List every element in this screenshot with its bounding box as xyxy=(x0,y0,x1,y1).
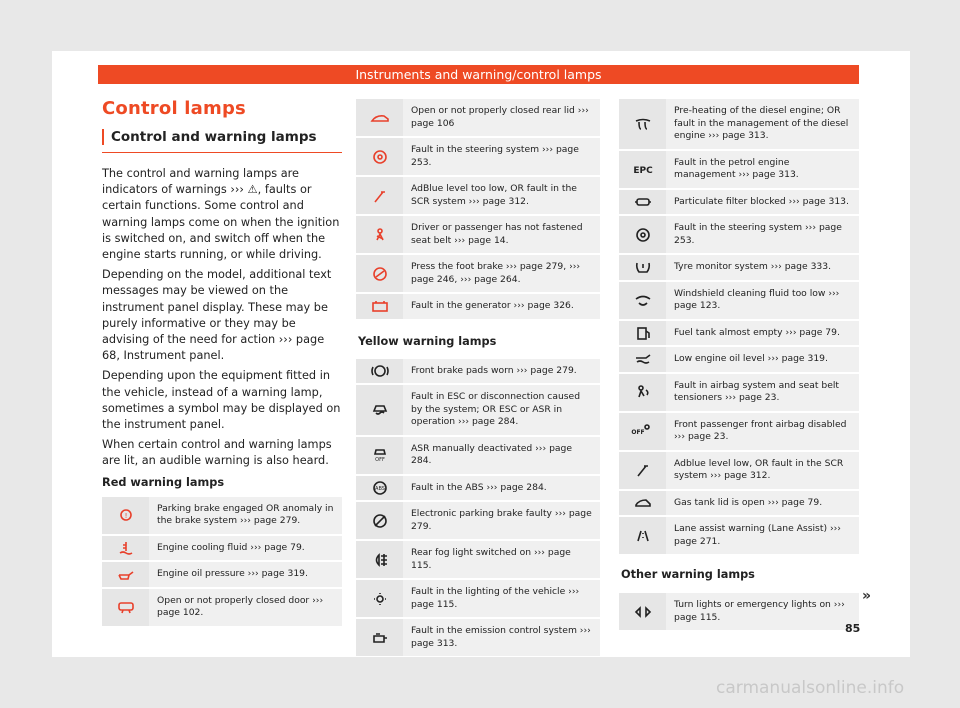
door-open-icon xyxy=(102,589,149,626)
airbag-off-icon xyxy=(619,413,666,450)
lamp-description: Driver or passenger has not fastened seat belt ››› page 14. xyxy=(411,222,583,246)
oil-level-icon xyxy=(619,347,666,372)
lamp-description: Press the foot brake ››› page 279, ››› page 246, ››› page 264. xyxy=(411,261,581,285)
lamp-description: Open or not properly closed rear lid ››› page 106 xyxy=(411,105,589,129)
lamp-description: Fault in the ABS ››› page 284. xyxy=(411,481,547,493)
lamp-description: Fault in the emission control system ››› page 313. xyxy=(411,625,591,649)
lamp-description: Electronic parking brake faulty ››› page 279. xyxy=(411,508,592,532)
lamp-description: Front passenger front airbag disabled ››› page 23. xyxy=(674,418,847,442)
lamp-description: Lane assist warning (Lane Assist) ››› page 271. xyxy=(674,523,841,547)
lamp-row xyxy=(619,593,859,630)
column-2 xyxy=(356,99,600,658)
lamp-row xyxy=(102,497,342,534)
lamp-description: Adblue level low, OR fault in the SCR system ››› page 312. xyxy=(674,457,844,481)
lamp-description: Engine oil pressure ››› page 319. xyxy=(157,568,308,580)
lamp-row xyxy=(619,452,859,489)
lane-assist-icon xyxy=(619,517,666,554)
other-lamps-heading: Other warning lamps xyxy=(621,568,755,581)
intro-paragraph-4: When certain control and warning lamps are lit, an audible warning is also heard. xyxy=(102,438,332,468)
lamp-row xyxy=(619,151,859,188)
lamp-description: Fault in the petrol engine management ››› page 313. xyxy=(674,156,799,180)
red-lamps-list-1 xyxy=(102,497,342,626)
foot-brake-icon xyxy=(356,255,403,292)
red-lamps-heading: Red warning lamps xyxy=(102,475,225,489)
yellow-lamps-list-1 xyxy=(356,359,600,657)
lamp-description: Low engine oil level ››› page 319. xyxy=(674,353,828,364)
lamp-description: Turn lights or emergency lights on ››› page 115. xyxy=(674,599,845,623)
lamp-row xyxy=(356,359,600,384)
lamp-description: Fuel tank almost empty ››› page 79. xyxy=(674,326,840,338)
watermark: carmanualsonline.info xyxy=(716,678,905,698)
lamp-description: Rear fog light switched on ››› page 115. xyxy=(411,547,571,571)
lamp-description: AdBlue level too low, OR fault in the SCR system ››› page 312. xyxy=(411,183,577,207)
lamp-row xyxy=(356,437,600,474)
lamp-description: Open or not properly closed door ››› page 102. xyxy=(157,594,324,619)
lamp-description: Windshield cleaning fluid too low ››› page 123. xyxy=(674,287,840,311)
lamp-row xyxy=(619,190,859,215)
adblue-icon xyxy=(356,177,403,214)
svg-text:OFF: OFF xyxy=(630,429,645,436)
section-header: Instruments and warning/control lamps xyxy=(98,65,859,84)
svg-text:ABS: ABS xyxy=(374,485,385,492)
abs-icon xyxy=(356,476,403,501)
lighting-fault-icon xyxy=(356,580,403,617)
lamp-row xyxy=(356,619,600,656)
lamp-description: Fault in airbag system and seat belt tensioners ››› page 23. xyxy=(674,379,840,403)
svg-text:EPC: EPC xyxy=(632,166,653,176)
lamp-description: Fault in the lighting of the vehicle ››› page 115. xyxy=(411,586,580,610)
svg-text:!: ! xyxy=(124,512,127,521)
airbag-icon xyxy=(619,374,666,411)
lamp-row xyxy=(356,580,600,617)
yellow-lamps-list-2 xyxy=(619,99,859,554)
intro-paragraph-2: Depending on the model, additional text messages may be viewed on the instrument panel display. These may be purely informative or they may be advising of the need for action ››› page 68, Instrument panel. xyxy=(102,268,332,363)
lamp-row xyxy=(102,589,342,626)
fuel-icon xyxy=(619,321,666,346)
lamp-description: ASR manually deactivated ››› page 284. xyxy=(411,442,573,466)
rear-lid-icon xyxy=(356,99,403,136)
parking-brake-icon xyxy=(102,497,149,534)
intro-paragraph-1: The control and warning lamps are indicators of warnings ››› ⚠, faults or certain functions. Some control and warning lamps come on when the ignition is switched on, and switch off when the engine starts running, or while driving. xyxy=(102,167,340,262)
lamp-description: Front brake pads worn ››› page 279. xyxy=(411,364,577,376)
steering-icon xyxy=(356,138,403,175)
particulate-filter-icon xyxy=(619,190,666,215)
turn-signal-icon xyxy=(619,593,666,630)
lamp-row xyxy=(356,476,600,501)
lamp-description: Pre-heating of the diesel engine; OR fault in the management of the diesel engine ››› page 313. xyxy=(674,105,849,141)
lamp-row xyxy=(356,385,600,435)
asr-off-icon xyxy=(356,437,403,474)
adblue-icon xyxy=(619,452,666,489)
lamp-description: Particulate filter blocked ››› page 313. xyxy=(674,195,849,207)
lamp-description: Gas tank lid is open ››› page 79. xyxy=(674,496,823,508)
lamp-row xyxy=(619,374,859,411)
continued-marker: » xyxy=(862,588,872,604)
lamp-row xyxy=(356,99,600,136)
lamp-row xyxy=(619,347,859,372)
esc-icon xyxy=(356,385,403,435)
brake-pads-icon xyxy=(356,359,403,384)
yellow-lamps-heading: Yellow warning lamps xyxy=(358,334,497,348)
red-lamps-list-2 xyxy=(356,99,600,319)
lamp-row xyxy=(619,255,859,280)
tyre-pressure-icon xyxy=(619,255,666,280)
seatbelt-icon xyxy=(356,216,403,253)
svg-text:OFF: OFF xyxy=(374,457,385,463)
lamp-row xyxy=(356,502,600,539)
section-subtitle: Control and warning lamps xyxy=(102,129,342,153)
column-3 xyxy=(619,99,859,632)
lamp-description: Fault in the steering system ››› page 253. xyxy=(411,144,579,168)
lamp-row xyxy=(356,255,600,292)
epc-icon xyxy=(619,151,666,188)
oil-pressure-icon xyxy=(102,562,149,587)
lamp-row xyxy=(619,216,859,253)
lamp-row xyxy=(102,536,342,561)
page-number: 85 xyxy=(845,622,861,635)
lamp-description: Fault in the steering system ››› page 253. xyxy=(674,222,842,246)
generator-icon xyxy=(356,294,403,319)
coolant-icon xyxy=(102,536,149,561)
intro-paragraph-3: Depending upon the equipment fitted in the vehicle, instead of a warning lamp, sometimes a symbol may be displayed on the instrument panel. xyxy=(102,369,341,432)
epb-icon xyxy=(356,502,403,539)
lamp-row xyxy=(356,216,600,253)
glow-plug-icon xyxy=(619,99,666,149)
lamp-description: Fault in the generator ››› page 326. xyxy=(411,300,574,311)
lamp-description: Engine cooling fluid ››› page 79. xyxy=(157,541,305,553)
steering-icon xyxy=(619,216,666,253)
emission-icon xyxy=(356,619,403,656)
lamp-row xyxy=(619,282,859,319)
lamp-description: Parking brake engaged OR anomaly in the brake system ››› page 279. xyxy=(157,502,334,527)
fuel-lid-icon xyxy=(619,491,666,516)
lamp-row xyxy=(102,562,342,587)
lamp-row xyxy=(619,517,859,554)
lamp-row xyxy=(356,177,600,214)
lamp-description: Fault in ESC or disconnection caused by the system; OR ESC or ASR in operation ››› page 284. xyxy=(411,391,581,427)
washer-fluid-icon xyxy=(619,282,666,319)
column-1 xyxy=(102,98,342,628)
lamp-row xyxy=(619,99,859,149)
other-lamps-list xyxy=(619,593,859,630)
lamp-row xyxy=(356,294,600,319)
lamp-row xyxy=(356,541,600,578)
lamp-row xyxy=(619,491,859,516)
lamp-row xyxy=(356,138,600,175)
page-title: Control lamps xyxy=(102,98,246,119)
lamp-description: Tyre monitor system ››› page 333. xyxy=(674,261,832,272)
rear-fog-icon xyxy=(356,541,403,578)
lamp-row xyxy=(619,321,859,346)
lamp-row xyxy=(619,413,859,450)
